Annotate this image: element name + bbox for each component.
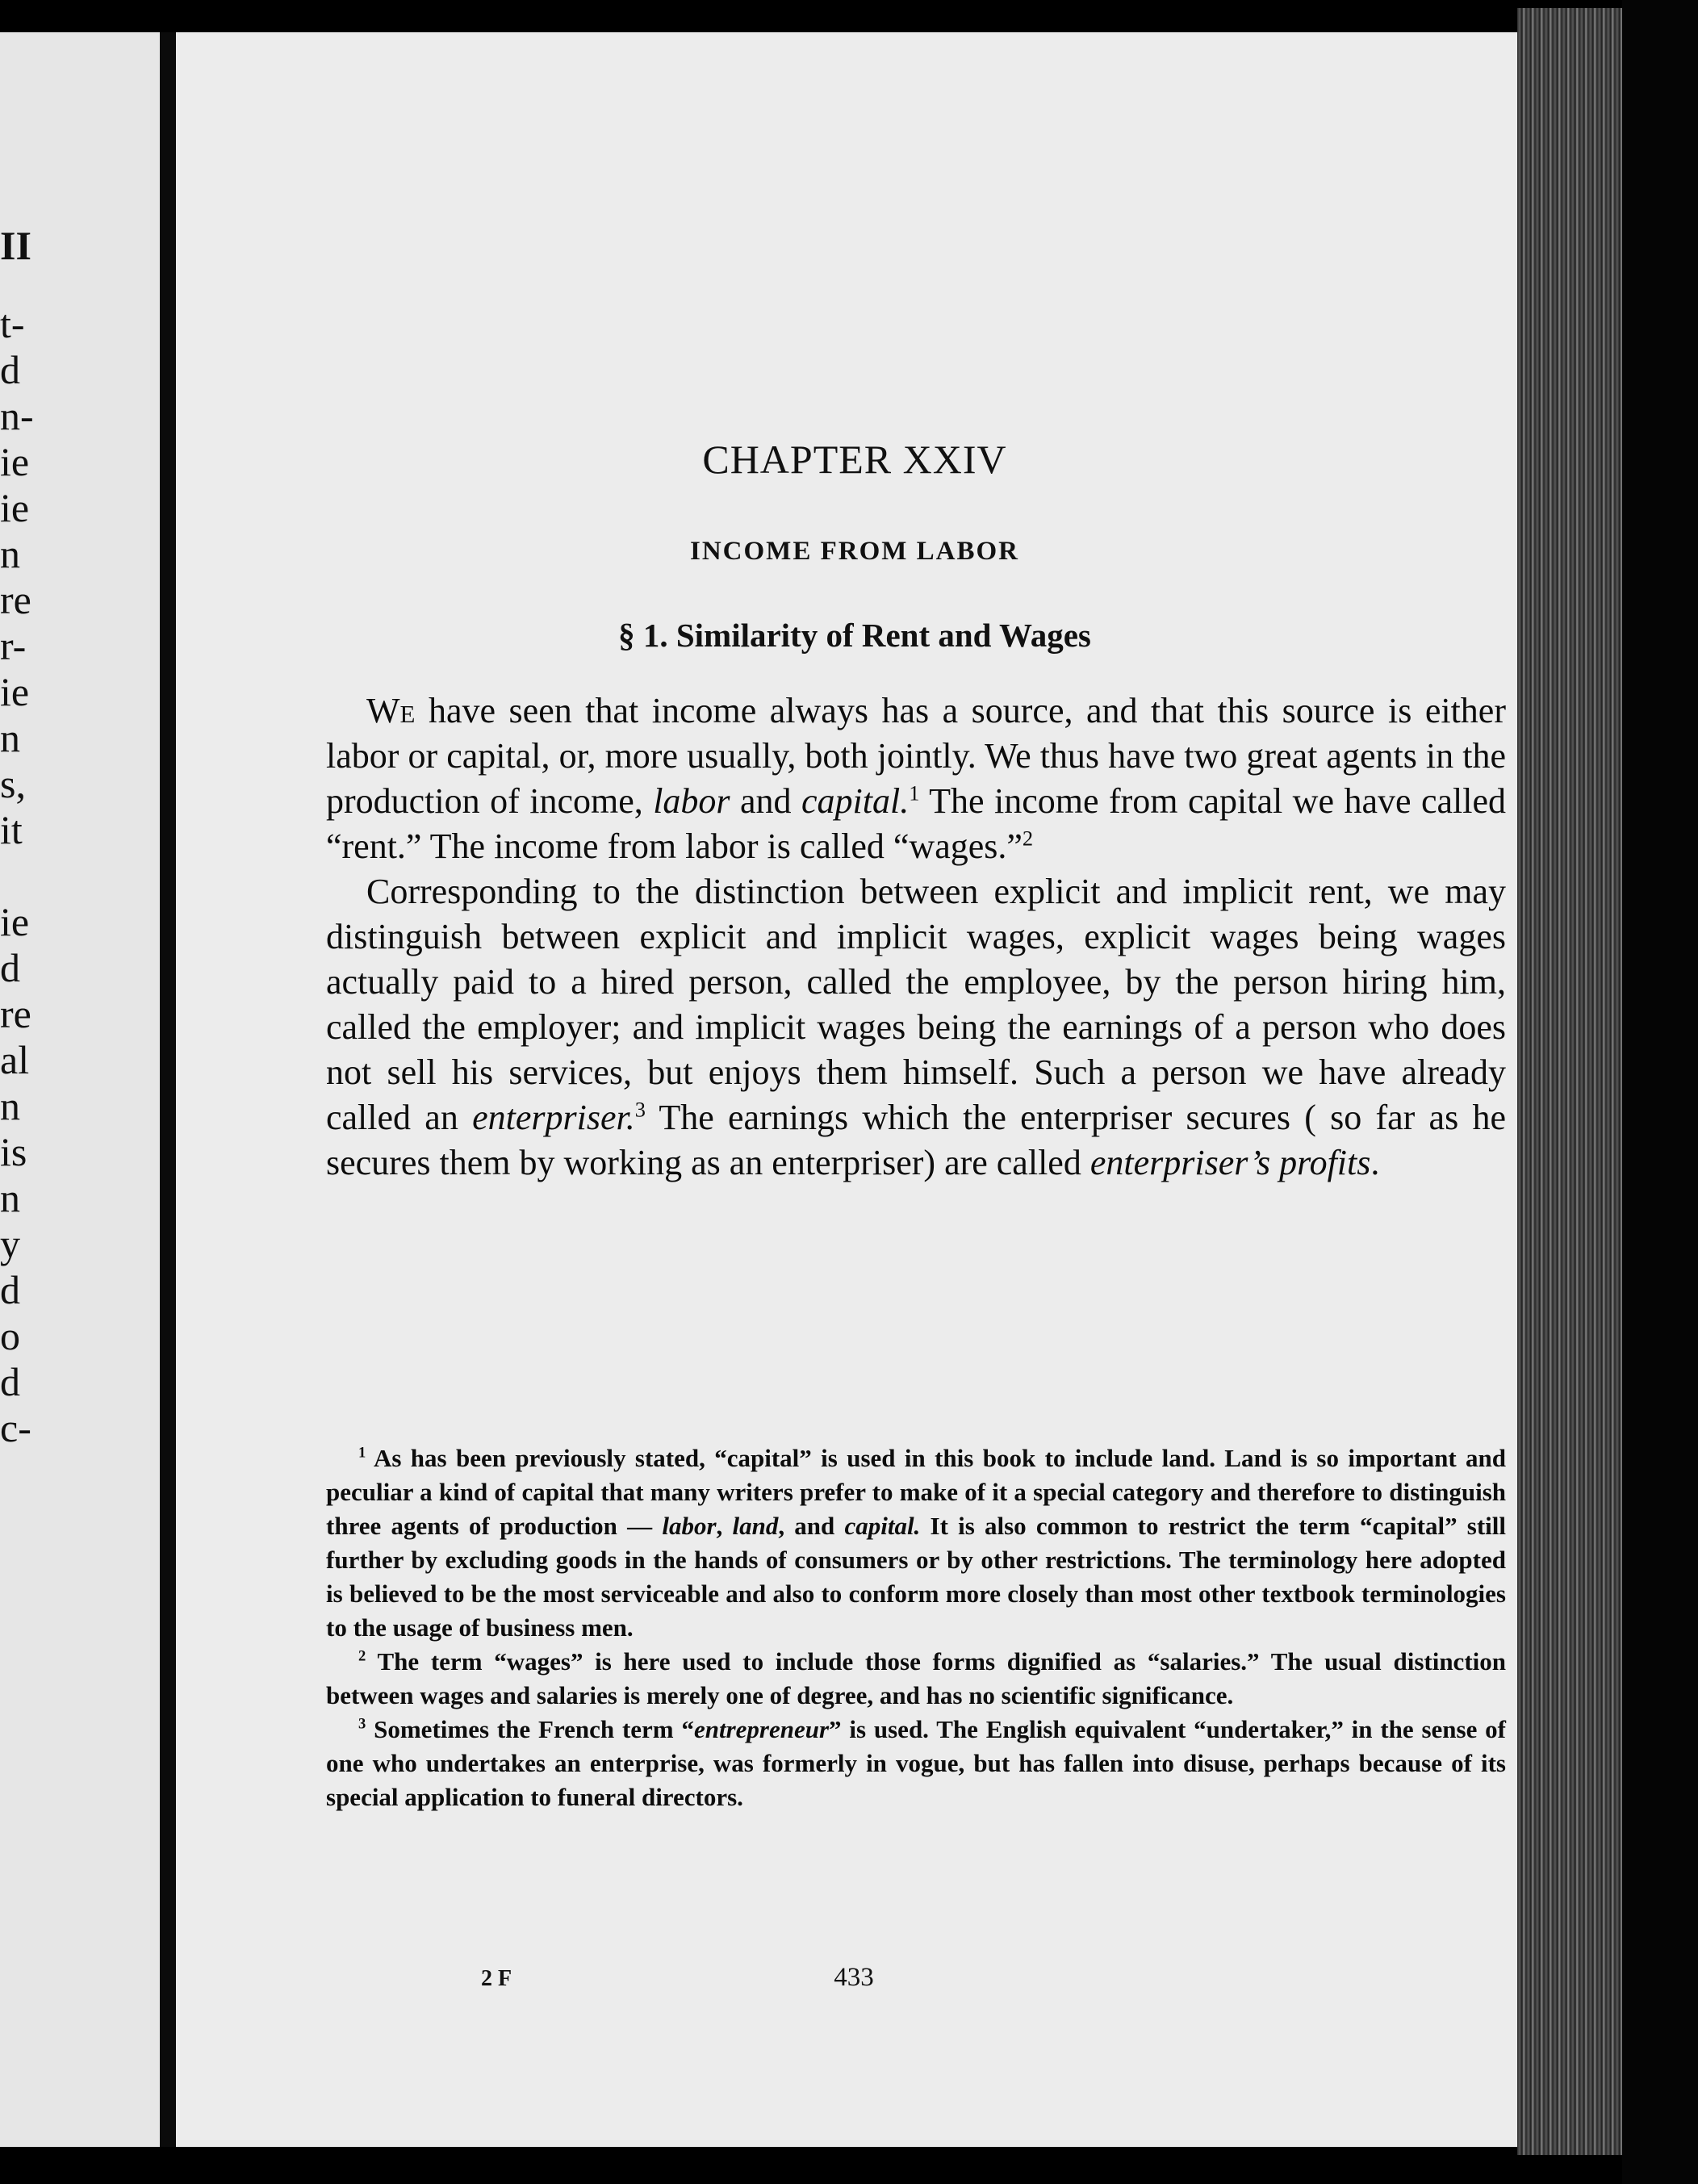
- italic-term: land: [732, 1512, 779, 1540]
- left-line-fragment: ie: [0, 439, 30, 484]
- left-line-fragment: d: [0, 347, 20, 392]
- italic-term: enterpriser’s profits: [1089, 1143, 1371, 1182]
- text-run: have seen that income always has a source, and that this source is either labor or capital, or, more usually, both jointly. We thus have two great agents in the production of income,: [326, 691, 1506, 821]
- footnote-ref: 3: [634, 1097, 646, 1122]
- text-run: It is also common to restrict the term “capital” still further by excluding goods in the hands of consumers or by other restrictions. The terminology here adopted is believed to be the most serviceable and also to conform more closely than most other textbook terminologies to the usage of business men.: [326, 1512, 1507, 1642]
- left-line-fragment: re: [0, 577, 31, 622]
- footnote-ref: 2: [1022, 826, 1034, 851]
- left-line-fragment: n: [0, 715, 20, 760]
- left-page: [0, 32, 160, 2147]
- text-run: As has been previously stated, “capital” is used in this book to include land. Land is so important and peculiar a kind of capital that many writers prefer to make of it a special category and therefore to distinguish three agents of production —: [326, 1444, 1506, 1540]
- left-line-fragment: al: [0, 1037, 30, 1082]
- page-number: 433: [834, 1963, 874, 1992]
- left-line-fragment: c-: [0, 1405, 31, 1450]
- book-gutter: [160, 32, 176, 2147]
- italic-term: labor: [662, 1512, 717, 1540]
- left-line-fragment: o: [0, 1313, 20, 1358]
- footnote: [326, 1441, 1506, 1645]
- left-line-fragment: t-: [0, 301, 25, 346]
- left-line-fragment: it: [0, 807, 23, 852]
- opening-word: We: [366, 691, 416, 730]
- paragraph: [326, 869, 1506, 1186]
- italic-term: capital.: [844, 1512, 921, 1540]
- chapter-title: CHAPTER XXIV: [702, 437, 1007, 482]
- left-line-fragment: ie: [0, 485, 30, 530]
- paragraph: [326, 688, 1506, 869]
- italic-term: entrepreneur: [693, 1715, 830, 1743]
- left-line-fragment: n: [0, 1083, 20, 1128]
- left-line-fragment: ie: [0, 669, 30, 714]
- italic-term: enterpriser.: [472, 1098, 635, 1137]
- footnote: [326, 1645, 1506, 1713]
- text-run: ” is used. The English equivalent “undertaker,” in the sense of one who undertakes an enterprise, was formerly in vogue, but has fallen into disuse, perhaps because of its special application to funeral directors.: [326, 1715, 1507, 1811]
- footnote-number: 1: [358, 1444, 366, 1462]
- footnote-ref: 1: [909, 780, 920, 805]
- left-line-fragment: d: [0, 1267, 20, 1312]
- text-run: ,: [716, 1512, 733, 1540]
- page-edges: [1517, 8, 1622, 2155]
- text-run: The income from capital we have called “rent.” The income from labor is called “wages.”: [326, 781, 1507, 866]
- left-line-fragment: is: [0, 1129, 27, 1174]
- footnotes: [326, 1441, 1506, 1814]
- text-run: Sometimes the French term “: [366, 1715, 694, 1743]
- left-page-fragments: [0, 223, 160, 1451]
- text-run: , and: [778, 1512, 845, 1540]
- left-line-fragment: s,: [0, 761, 26, 806]
- left-line-fragment: r-: [0, 623, 27, 668]
- left-page-header-fragment: II: [0, 223, 31, 268]
- left-line-fragment: d: [0, 1359, 20, 1404]
- left-line-fragment: d: [0, 945, 20, 990]
- italic-term: capital.: [801, 781, 910, 821]
- footnote: [326, 1713, 1506, 1814]
- signature-mark: 2 F: [481, 1966, 512, 1991]
- text-run: The earnings which the enterpriser secures ( so far as he secures them by working as an enterpriser) are called: [326, 1098, 1506, 1182]
- left-paragraph-gap: [0, 853, 160, 899]
- left-line-fragment: n-: [0, 393, 34, 438]
- chapter-subtitle: INCOME FROM LABOR: [690, 537, 1019, 566]
- body-text: [326, 688, 1506, 1186]
- left-line-fragment: n: [0, 1175, 20, 1220]
- left-line-fragment: y: [0, 1221, 20, 1266]
- text-run: Corresponding to the distinction between explicit and implicit rent, we may distinguish between explicit and implicit wages, explicit wages being wages actually paid to a hired person, called the employee, by the person hiring him, called the employer; and implicit wages being the earnings of a person who does not sell his services, but enjoys them himself. Such a person we have already called an: [326, 872, 1506, 1137]
- book-cover-edge: [1622, 0, 1698, 2184]
- text-run: .: [1370, 1143, 1380, 1182]
- right-page: [176, 32, 1533, 2147]
- footnote-number: 3: [358, 1715, 366, 1733]
- text-run: The term “wages” is here used to include those forms dignified as “salaries.” The usual distinction between wages and salaries is merely one of degree, and has no scientific significance.: [326, 1647, 1506, 1709]
- left-line-fragment: n: [0, 531, 20, 576]
- italic-term: labor: [653, 781, 730, 821]
- text-run: and: [730, 781, 802, 821]
- section-heading: § 1. Similarity of Rent and Wages: [618, 617, 1091, 654]
- footnote-number: 2: [358, 1647, 366, 1665]
- left-line-fragment: re: [0, 991, 31, 1036]
- left-line-fragment: ie: [0, 899, 30, 944]
